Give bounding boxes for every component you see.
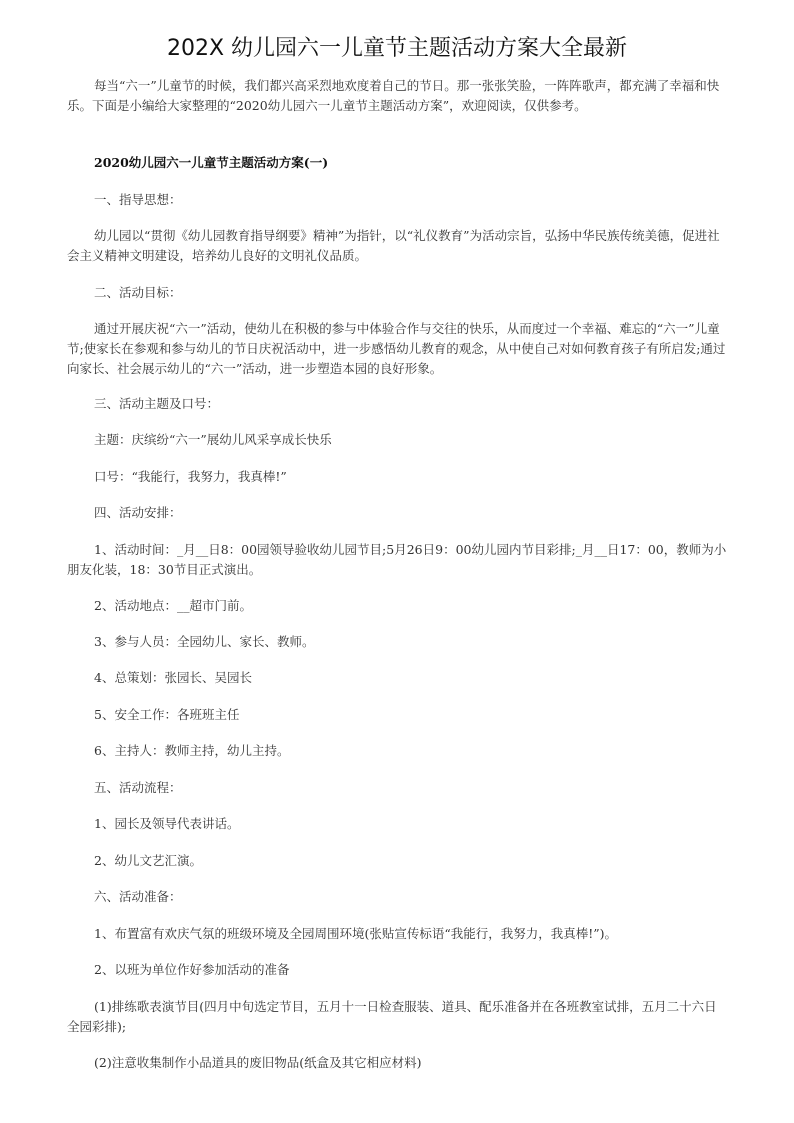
section-title: 2020幼儿园六一儿童节主题活动方案(一) [94,155,329,170]
heading-guiding-idea: 一、指导思想： [94,192,182,207]
heading-goals: 二、活动目标： [94,285,182,300]
intro-paragraph: 每当“六一”儿童节的时候，我们都兴高采烈地欢度着自己的节日。那一张张笑脸，一阵阵歌声，都充满了幸福和快乐。下面是小编给大家整理的“2020幼儿园六一儿童节主题活动方案”，欢迎阅读，仅供参考。 [67,78,720,113]
heading-theme-slogan: 三、活动主题及口号： [94,396,220,411]
paragraph-planner: 4、总策划：张园长、吴园长 [94,670,252,685]
heading-preparation: 六、活动准备： [94,889,182,904]
paragraph-prep-2-1: (1)排练歌表演节目(四月中旬选定节目，五月十一日检查服装、道具、配乐准备并在各班教室试排，五月二十六日全园彩排); [67,999,717,1034]
paragraph-goals: 通过开展庆祝“六一”活动，使幼儿在积极的参与中体验合作与交往的快乐，从而度过一个幸福、难忘的“六一”儿童节;使家长在参观和参与幼儿的节日庆祝活动中，进一步感悟幼儿教育的观念，从中使自己对如何教育孩子有所启发;通过向家长、社会展示幼儿的“六一”活动，进一步塑造本园的良好形象。 [67,321,726,376]
paragraph-time: 1、活动时间：_月__日8：00园领导验收幼儿园节目;5月26日9：00幼儿园内节目彩排;_月__日17：00，教师为小朋友化装，18：30节目正式演出。 [67,542,727,577]
paragraph-process-2: 2、幼儿文艺汇演。 [94,853,202,868]
paragraph-location: 2、活动地点：__超市门前。 [94,598,252,613]
paragraph-prep-2-2: (2)注意收集制作小品道具的废旧物品(纸盒及其它相应材料) [94,1055,422,1070]
paragraph-host: 6、主持人：教师主持，幼儿主持。 [94,743,290,758]
paragraph-prep-2: 2、以班为单位作好参加活动的准备 [94,962,290,977]
heading-schedule: 四、活动安排： [94,505,182,520]
document-title: 202X 幼儿园六一儿童节主题活动方案大全最新 [166,36,628,61]
paragraph-participants: 3、参与人员：全园幼儿、家长、教师。 [94,634,315,649]
paragraph-guiding-idea: 幼儿园以“贯彻《幼儿园教育指导纲要》精神”为指针，以“礼仪教育”为活动宗旨，弘扬中华民族传统美德，促进社会主义精神文明建设，培养幼儿良好的文明礼仪品质。 [67,228,720,263]
paragraph-slogan: 口号：“我能行，我努力，我真棒!” [94,469,287,484]
paragraph-theme: 主题：庆缤纷“六一”展幼儿风采享成长快乐 [94,432,332,447]
paragraph-process-1: 1、园长及领导代表讲话。 [94,816,240,831]
paragraph-prep-1: 1、布置富有欢庆气氛的班级环境及全园周围环境(张贴宣传标语“我能行，我努力，我真棒!”)。 [94,926,618,941]
heading-process: 五、活动流程： [94,780,182,795]
paragraph-safety: 5、安全工作：各班班主任 [94,707,240,722]
